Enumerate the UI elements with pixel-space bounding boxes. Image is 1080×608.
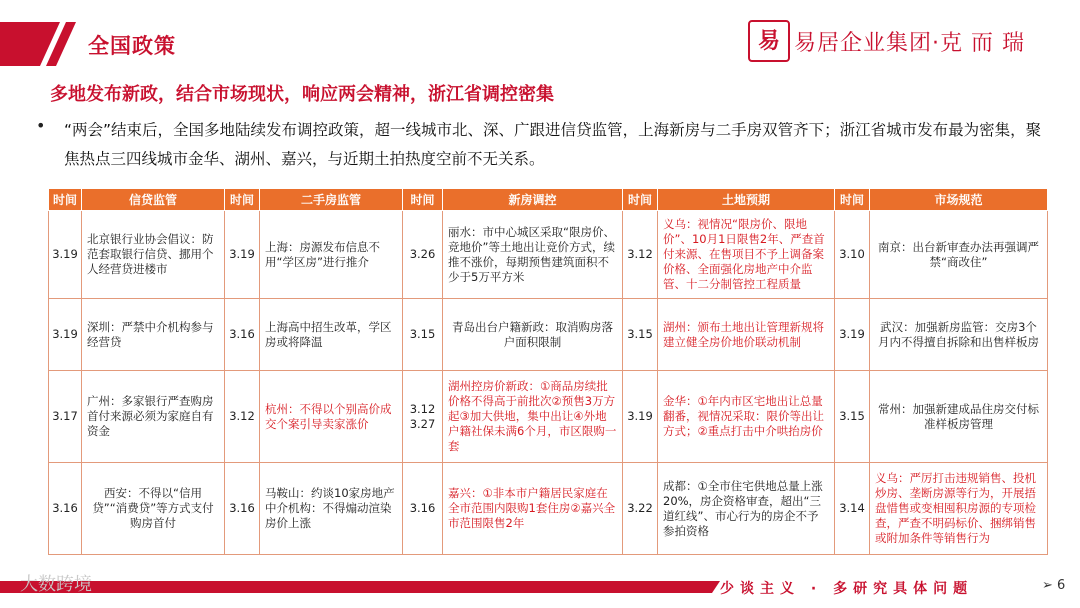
policy-cell: 西安：不得以“信用贷”“消费贷”等方式支付购房首付 (82, 463, 225, 555)
date-cell: 3.14 (835, 463, 870, 555)
table-header-cell: 时间 (49, 189, 82, 211)
date-cell: 3.16 (403, 463, 443, 555)
table-row (49, 371, 1048, 463)
company-logo-icon: 易 (748, 20, 790, 62)
policy-cell: 武汉：加强新房监管：交房3个月内不得擅自拆除和出售样板房 (870, 299, 1048, 371)
policy-table (48, 188, 1048, 555)
policy-cell: 常州：加强新建成品住房交付标准样板房管理 (870, 371, 1048, 463)
table-header-cell: 时间 (835, 189, 870, 211)
policy-cell: 嘉兴：①非本市户籍居民家庭在全市范围内限购1套住房②嘉兴全市范围限售2年 (443, 463, 623, 555)
date-cell: 3.12 (623, 211, 658, 299)
policy-cell: 北京银行业协会倡议：防范套取银行信贷、挪用个人经营贷进楼市 (82, 211, 225, 299)
date-cell: 3.19 (623, 371, 658, 463)
table-header-cell: 二手房监管 (260, 189, 403, 211)
date-cell: 3.15 (835, 371, 870, 463)
policy-cell: 义乌：严厉打击违规销售、投机炒房、垄断房源等行为，开展捂盘惜售或变相囤积房源的专项检查，严查不明码标价、捆绑销售或附加条件等销售行为 (870, 463, 1048, 555)
date-cell: 3.19 (49, 211, 82, 299)
date-cell: 3.17 (49, 371, 82, 463)
date-cell: 3.15 (403, 299, 443, 371)
date-cell: 3.16 (49, 463, 82, 555)
date-cell: 3.19 (835, 299, 870, 371)
page-title: 全国政策 (88, 34, 176, 58)
company-name: 易居企业集团·克 而 瑞 (794, 31, 1025, 56)
policy-cell: 金华：①年内市区宅地出让总量翻番，视情况采取：限价等出让方式；②重点打击中介哄抬房价 (658, 371, 835, 463)
policy-cell: 湖州控房价新政：①商品房续批价格不得高于前批次②预售3万方起③加大供地，集中出让④外地户籍社保未满6个月，市区限购一套 (443, 371, 623, 463)
policy-cell: 义乌：视情况“限房价、限地价”、10月1日限售2年、严查首付来源、在售项目不予上调备案价格、全面强化房地产中介监管、十二分制管控工程质量 (658, 211, 835, 299)
table-row (49, 463, 1048, 555)
policy-cell: 青岛出台户籍新政：取消购房落户面积限制 (443, 299, 623, 371)
footer-bar-shape (0, 581, 720, 593)
date-cell: 3.19 (49, 299, 82, 371)
bullet-icon: • (36, 116, 46, 135)
title-banner-shape (0, 22, 100, 66)
date-cell: 3.15 (623, 299, 658, 371)
date-cell: 3.19 (225, 211, 260, 299)
date-cell: 3.12 (225, 371, 260, 463)
policy-cell: 马鞍山：约谈10家房地产中介机构：不得煽动渲染房价上涨 (260, 463, 403, 555)
table-header-cell: 市场规范 (870, 189, 1048, 211)
policy-cell: 杭州：不得以个别高价成交个案引导卖家涨价 (260, 371, 403, 463)
policy-cell: 上海：房源发布信息不用“学区房”进行推介 (260, 211, 403, 299)
date-cell: 3.12 3.27 (403, 371, 443, 463)
date-cell: 3.10 (835, 211, 870, 299)
policy-cell: 深圳：严禁中介机构参与经营贷 (82, 299, 225, 371)
policy-cell: 广州：多家银行严查购房首付来源必须为家庭自有资金 (82, 371, 225, 463)
table-header-row (49, 189, 1048, 211)
table-row (49, 211, 1048, 299)
table-header-cell: 土地预期 (658, 189, 835, 211)
table-header-cell: 时间 (225, 189, 260, 211)
table-header-cell: 信贷监管 (82, 189, 225, 211)
table-header-cell: 新房调控 (443, 189, 623, 211)
date-cell: 3.16 (225, 463, 260, 555)
policy-cell: 上海高中招生改革，学区房或将降温 (260, 299, 403, 371)
page-number: ➢ 6 (1042, 578, 1066, 593)
date-cell: 3.22 (623, 463, 658, 555)
watermark-text: 大数跨境 (20, 574, 92, 595)
policy-cell: 南京：出台新审查办法再强调严禁“商改住” (870, 211, 1048, 299)
date-cell: 3.16 (225, 299, 260, 371)
date-cell: 3.26 (403, 211, 443, 299)
summary-text: “两会”结束后，全国多地陆续发布调控政策，超一线城市北、深、广跟进信贷监管，上海新房与二手房双管齐下；浙江省城市发布最为密集，聚焦热点三四线城市金华、湖州、嘉兴，与近期土拍热度空前不无关系。 (64, 121, 1042, 168)
table-row (49, 299, 1048, 371)
table-header-cell: 时间 (623, 189, 658, 211)
table-header-cell: 时间 (403, 189, 443, 211)
headline: 多地发布新政，结合市场现状，响应两会精神，浙江省调控密集 (50, 84, 554, 105)
policy-cell: 成都：①全市住宅供地总量上涨20%，房企资格审查，超出“三道红线”、市心行为的房企不予参拍资格 (658, 463, 835, 555)
policy-cell: 湖州：颁布土地出让管理新规将建立健全房价地价联动机制 (658, 299, 835, 371)
footer-slogan: 少谈主义 · 多研究具体问题 (720, 581, 974, 597)
policy-cell: 丽水：市中心城区采取“限房价、竞地价”等土地出让竞价方式，续推不涨价，每期预售建筑面积不少于5万平方米 (443, 211, 623, 299)
